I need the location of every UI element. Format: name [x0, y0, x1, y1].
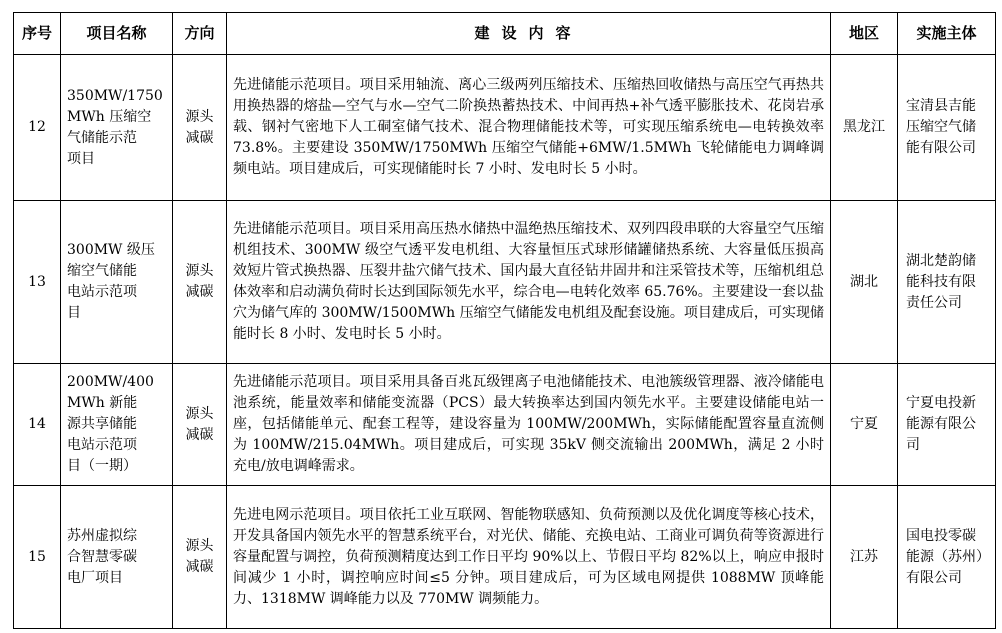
row-no: 14	[14, 364, 61, 486]
row-region: 江苏	[831, 486, 898, 629]
row-project-name	[61, 201, 173, 364]
name-line: 缩空气储能	[67, 263, 137, 279]
entity-line: 司	[906, 437, 920, 453]
name-line: 300MW 级压	[67, 242, 155, 258]
header-content: 建设内容	[227, 13, 831, 55]
table-row	[14, 201, 996, 364]
name-line: 苏州虚拟综	[67, 527, 137, 544]
name-line: MWh 新能	[67, 395, 138, 411]
name-line: MWh 压缩空	[67, 108, 152, 125]
table-row	[14, 486, 996, 629]
direction-line: 源头	[185, 405, 214, 422]
row-project-name	[61, 364, 173, 486]
row-entity	[898, 201, 996, 364]
entity-line: 湖北楚韵储	[906, 252, 976, 269]
row-entity	[898, 55, 996, 201]
row-direction	[173, 364, 227, 486]
table-row	[14, 364, 996, 486]
entity-line: 能源有限公	[906, 416, 976, 432]
name-line: 项目	[67, 150, 95, 167]
name-line: 合智慧零碳	[67, 548, 137, 565]
row-direction	[173, 486, 227, 629]
row-content: 先进储能示范项目。项目采用高压热水储热中温绝热压缩技术、双列四段串联的大容量空气压缩机组技术、300MW 级空气透平发电机组、大容量恒压式球形储罐储热系统、大容量低压损高效短片管式换热器、压裂井盐穴储气技术、国内最大直径钻井固井和注采管技术等，压缩机组总体效率和启动满负荷时长达到国际领先水平，综合电—电转化效率 65.76%。主要建设一套以盐穴为储气库的 300MW/1500MWh 压缩空气储能发电机组及配套设施。项目建成后，可实现储能时长 8 小时、发电时长 5 小时。	[227, 201, 831, 364]
row-no: 13	[14, 201, 61, 364]
name-line: 目（一期）	[67, 458, 137, 474]
row-region: 宁夏	[831, 364, 898, 486]
name-line: 350MW/1750	[67, 87, 163, 104]
row-entity	[898, 364, 996, 486]
direction-line: 减碳	[185, 426, 214, 443]
row-direction	[173, 201, 227, 364]
entity-line: 有限公司	[906, 569, 962, 586]
direction-line: 源头	[185, 263, 214, 279]
entity-line: 宝清县吉能	[906, 98, 976, 114]
header-name: 项目名称	[61, 13, 173, 55]
row-region: 黑龙江	[831, 55, 898, 201]
projects-table	[13, 12, 996, 629]
name-line: 气储能示范	[67, 129, 137, 146]
row-no: 12	[14, 55, 61, 201]
header-direction: 方向	[173, 13, 227, 55]
table-header-row	[14, 13, 996, 55]
direction-line: 减碳	[185, 129, 214, 146]
table-row	[14, 55, 996, 201]
name-line: 电站示范项	[67, 284, 137, 300]
row-project-name	[61, 55, 173, 201]
direction-line: 减碳	[185, 284, 214, 300]
entity-line: 能源（苏州）	[906, 548, 990, 565]
name-line: 源共享储能	[67, 416, 137, 432]
entity-line: 能有限公司	[906, 140, 976, 156]
header-no: 序号	[14, 13, 61, 55]
row-content: 先进储能示范项目。项目采用具备百兆瓦级锂离子电池储能技术、电池簇级管理器、液冷储能电池系统，能量效率和储能变流器（PCS）最大转换率达到国内领先水平。主要建设储能电站一座，包括储能单元、配套工程等，建设容量为 100MW/200MWh，实际储能配置容量直流侧为 100MW/215.04MWh。项目建成后，可实现 35kV 侧交流输出 200MWh，满足 2 小时充电/放电调峰需求。	[227, 364, 831, 486]
row-direction	[173, 55, 227, 201]
direction-line: 源头	[185, 108, 214, 125]
entity-line: 国电投零碳	[906, 527, 976, 544]
row-no: 15	[14, 486, 61, 629]
name-line: 目	[67, 305, 81, 321]
entity-line: 压缩空气储	[906, 119, 976, 135]
row-project-name	[61, 486, 173, 629]
entity-line: 能科技有限	[906, 273, 976, 290]
row-entity	[898, 486, 996, 629]
entity-line: 宁夏电投新	[906, 395, 976, 411]
name-line: 电站示范项	[67, 437, 137, 453]
direction-line: 减碳	[185, 559, 214, 575]
header-entity: 实施主体	[898, 13, 996, 55]
direction-line: 源头	[185, 538, 214, 554]
name-line: 200MW/400	[67, 374, 154, 390]
header-region: 地区	[831, 13, 898, 55]
name-line: 电厂项目	[67, 569, 123, 586]
entity-line: 责任公司	[906, 294, 962, 311]
row-region: 湖北	[831, 201, 898, 364]
row-content: 先进储能示范项目。项目采用轴流、离心三级两列压缩技术、压缩热回收储热与高压空气再热共用换热器的熔盐—空气与水—空气二阶换热蓄热技术、中间再热+补气透平膨胀技术、花岗岩承载、钢衬气密地下人工硐室储气技术、混合物理储能技术等，可实现压缩系统电—电转换效率 73.8%。主要建设 350MW/1750MWh 压缩空气储能+6MW/1.5MWh 飞轮储能电力调峰调频电站。项目建成后，可实现储能时长 7 小时、发电时长 5 小时。	[227, 55, 831, 201]
row-content: 先进电网示范项目。项目依托工业互联网、智能物联感知、负荷预测以及优化调度等核心技术，开发具备国内领先水平的智慧系统平台，对光伏、储能、充换电站、工商业可调负荷等资源进行容量配置与调控，负荷预测精度达到工作日平均 90%以上、节假日平均 82%以上，响应申报时间减少 1 小时，调控响应时间≤5 分钟。项目建成后，可为区域电网提供 1088MW 顶峰能力、1318MW 调峰能力以及 770MW 调频能力。	[227, 486, 831, 629]
